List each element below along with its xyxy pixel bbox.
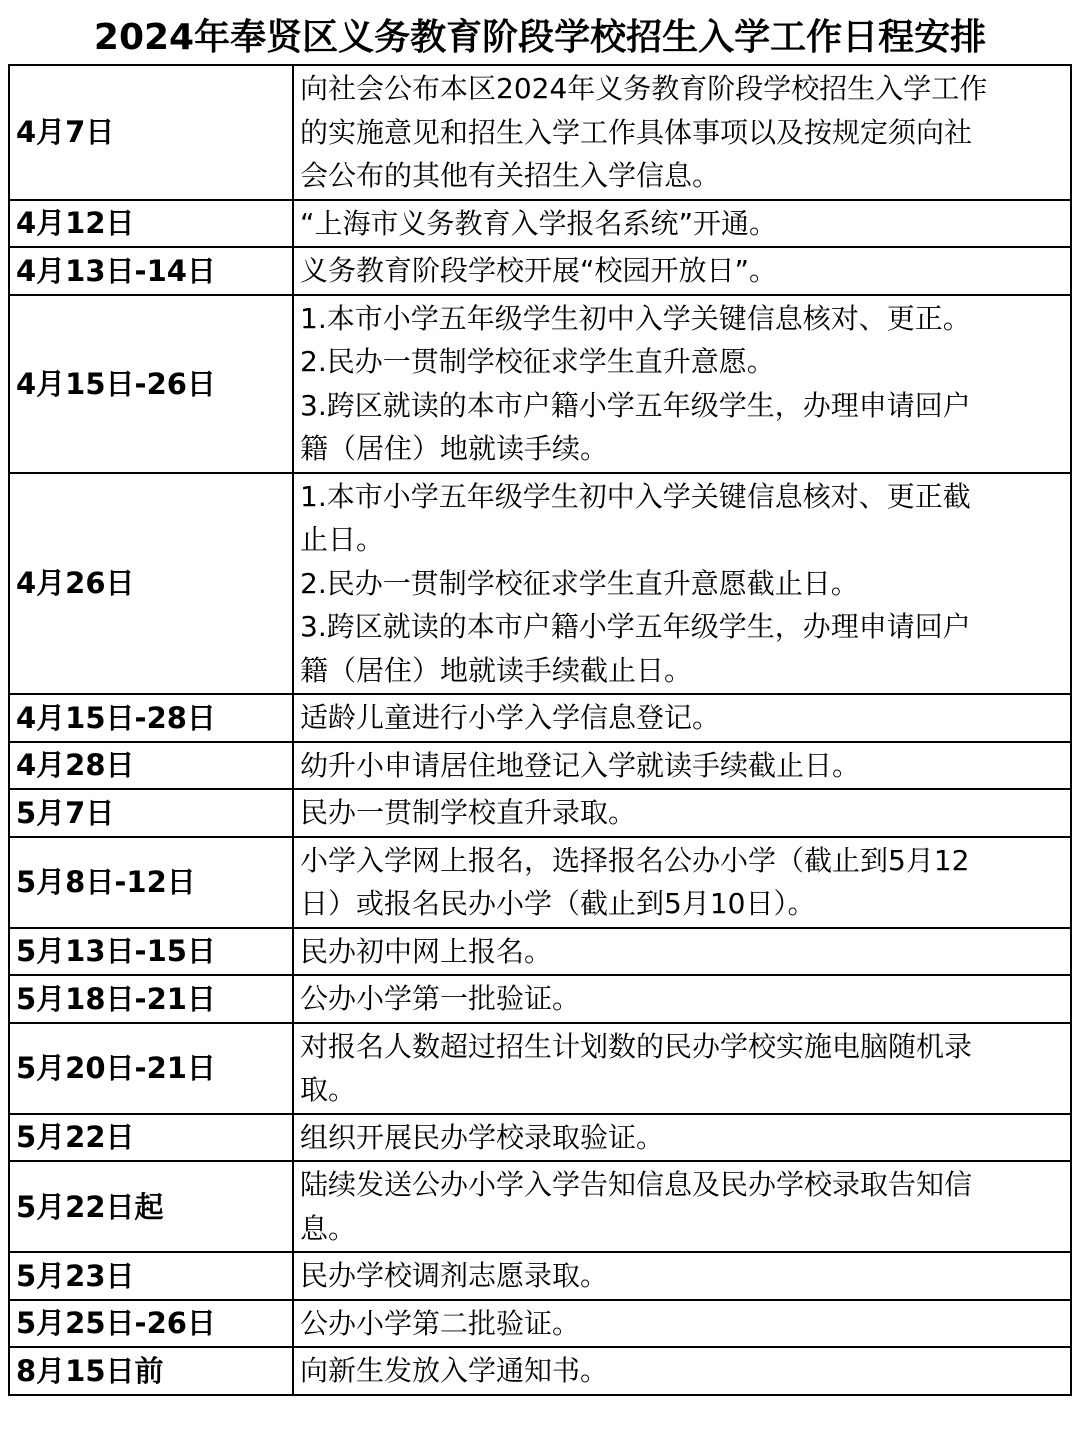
date-cell: 5月13日-15日 [9, 928, 293, 976]
date-cell: 5月8日-12日 [9, 837, 293, 928]
event-line: 籍（居住）地就读手续。 [300, 432, 609, 465]
date-cell: 4月15日-26日 [9, 295, 293, 473]
date-cell: 5月22日起 [9, 1161, 293, 1252]
event-line: 民办学校调剂志愿录取。 [300, 1259, 609, 1292]
event-line: 组织开展民办学校录取验证。 [300, 1120, 665, 1154]
event-cell [293, 473, 1071, 695]
event-cell [293, 742, 1071, 790]
event-line: 适龄儿童进行小学入学信息登记。 [300, 701, 721, 734]
date-cell: 5月23日 [9, 1252, 293, 1300]
schedule-row [9, 928, 1071, 976]
event-line: 义务教育阶段学校开展“校园开放日”。 [300, 254, 778, 287]
event-cell [293, 928, 1071, 976]
event-cell [293, 1300, 1071, 1348]
schedule-row [9, 473, 1071, 695]
date-cell: 4月12日 [9, 200, 293, 248]
event-cell [293, 1347, 1071, 1395]
event-line: 3.跨区就读的本市户籍小学五年级学生，办理申请回户 [300, 610, 971, 643]
event-cell [293, 295, 1071, 473]
event-cell [293, 1161, 1071, 1252]
schedule-row [9, 1300, 1071, 1348]
event-cell [293, 1023, 1071, 1114]
event-line: 1.本市小学五年级学生初中入学关键信息核对、更正截 [300, 479, 971, 513]
schedule-row [9, 1347, 1071, 1395]
event-cell [293, 789, 1071, 837]
schedule-row [9, 247, 1071, 295]
event-line: 止日。 [300, 523, 385, 556]
date-cell: 4月28日 [9, 742, 293, 790]
date-cell: 4月26日 [9, 473, 293, 695]
event-cell [293, 837, 1071, 928]
schedule-row [9, 295, 1071, 473]
event-line: 籍（居住）地就读手续截止日。 [300, 653, 693, 687]
schedule-table [8, 64, 1072, 1396]
event-line: 向新生发放入学通知书。 [300, 1354, 609, 1387]
event-line: 取。 [300, 1073, 357, 1106]
schedule-row [9, 975, 1071, 1023]
schedule-row [9, 1161, 1071, 1252]
event-line: 民办初中网上报名。 [300, 934, 553, 968]
event-line: 会公布的其他有关招生入学信息。 [300, 159, 721, 192]
schedule-row [9, 65, 1071, 200]
date-cell: 4月15日-28日 [9, 694, 293, 742]
event-line: “上海市义务教育入学报名系统”开通。 [300, 206, 778, 240]
event-cell [293, 65, 1071, 200]
event-cell [293, 694, 1071, 742]
event-cell [293, 200, 1071, 248]
date-cell: 8月15日前 [9, 1347, 293, 1395]
event-line: 对报名人数超过招生计划数的民办学校实施电脑随机录 [300, 1029, 973, 1063]
event-line: 公办小学第二批验证。 [300, 1306, 581, 1340]
date-cell: 5月7日 [9, 789, 293, 837]
schedule-row [9, 837, 1071, 928]
schedule-row [9, 742, 1071, 790]
schedule-row [9, 694, 1071, 742]
date-cell: 5月20日-21日 [9, 1023, 293, 1114]
page-title: 2024年奉贤区义务教育阶段学校招生入学工作日程安排 [93, 17, 987, 58]
event-line: 3.跨区就读的本市户籍小学五年级学生，办理申请回户 [300, 388, 971, 422]
event-line: 息。 [300, 1211, 357, 1245]
event-cell [293, 1114, 1071, 1162]
date-cell: 4月13日-14日 [9, 247, 293, 295]
schedule-row [9, 1252, 1071, 1300]
event-cell [293, 975, 1071, 1023]
date-cell: 5月25日-26日 [9, 1300, 293, 1348]
event-line: 2.民办一贯制学校征求学生直升意愿截止日。 [300, 566, 859, 600]
event-line: 公办小学第一批验证。 [300, 982, 581, 1015]
event-line: 2.民办一贯制学校征求学生直升意愿。 [300, 345, 775, 378]
event-line: 幼升小申请居住地登记入学就读手续截止日。 [300, 748, 861, 782]
schedule-row [9, 789, 1071, 837]
event-line: 日）或报名民办小学（截止到5月10日）。 [300, 887, 816, 920]
event-line: 1.本市小学五年级学生初中入学关键信息核对、更正。 [300, 301, 971, 335]
event-line: 民办一贯制学校直升录取。 [300, 796, 637, 829]
event-line: 的实施意见和招生入学工作具体事项以及按规定须向社 [300, 115, 973, 149]
event-line: 陆续发送公办小学入学告知信息及民办学校录取告知信 [300, 1168, 973, 1201]
event-cell [293, 1252, 1071, 1300]
date-cell: 4月7日 [9, 65, 293, 200]
date-cell: 5月18日-21日 [9, 975, 293, 1023]
schedule-row [9, 1114, 1071, 1162]
event-cell [293, 247, 1071, 295]
schedule-row [9, 1023, 1071, 1114]
event-line: 向社会公布本区2024年义务教育阶段学校招生入学工作 [300, 72, 988, 105]
date-cell: 5月22日 [9, 1114, 293, 1162]
event-line: 小学入学网上报名，选择报名公办小学（截止到5月12 [300, 843, 970, 877]
schedule-table-body [9, 65, 1071, 1395]
schedule-row [9, 200, 1071, 248]
